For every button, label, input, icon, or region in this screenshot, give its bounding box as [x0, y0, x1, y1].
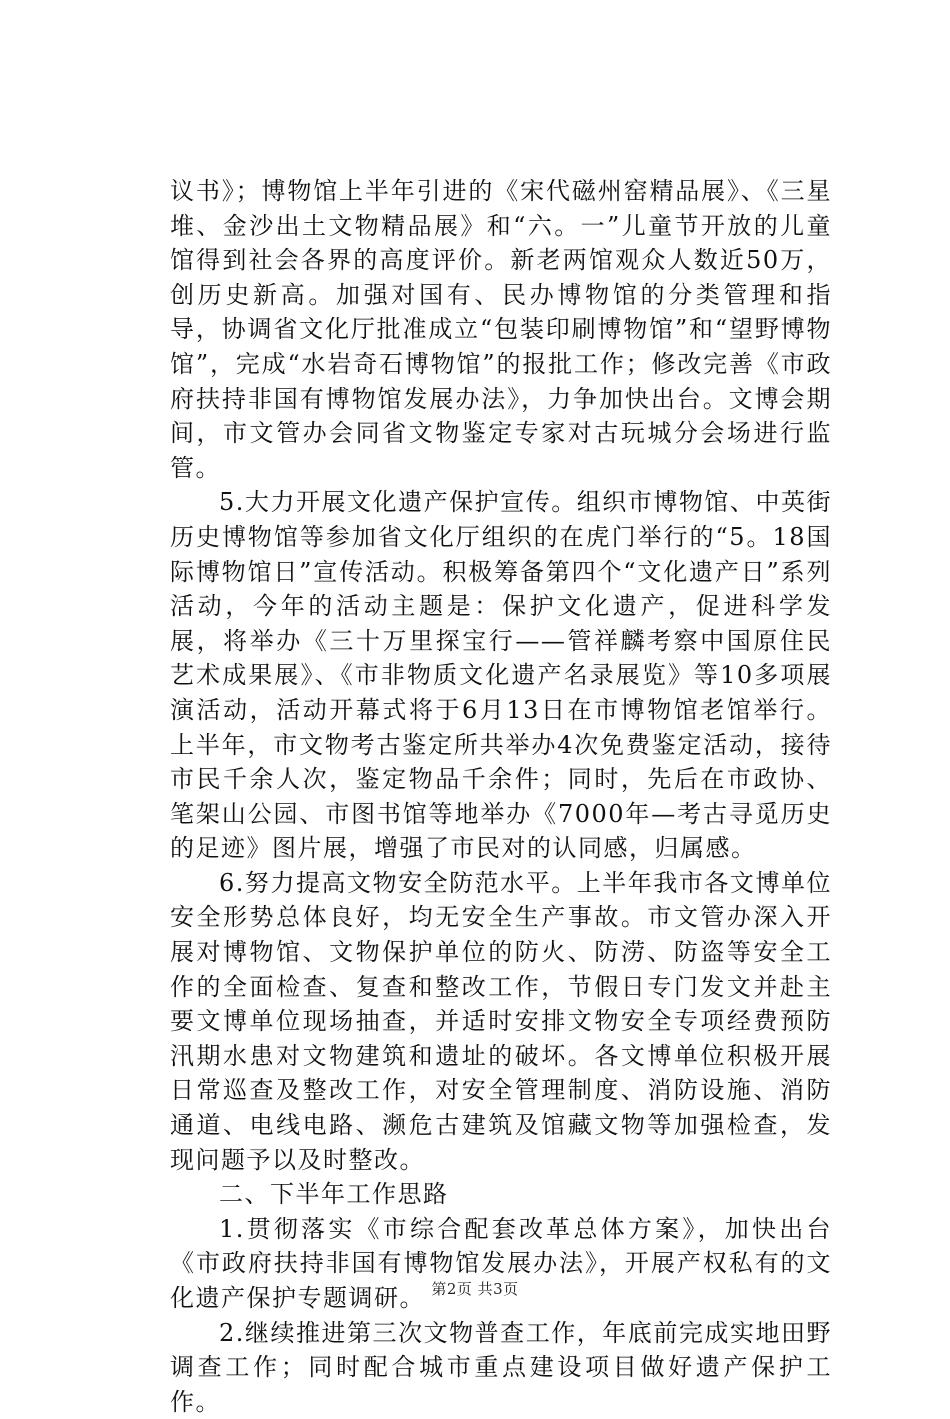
paragraph-4: 1.贯彻落实《市综合配套改革总体方案》，加快出台《市政府扶持非国有博物馆发展办法》，开展产权私有的文化遗产保护专题调研。	[170, 1214, 832, 1312]
paragraph-5: 2.继续推进第三次文物普查工作，年底前完成实地田野调查工作；同时配合城市重点建设项目做好遗产保护工作。	[170, 1318, 832, 1416]
page-number-footer: 第2页 共3页	[431, 1280, 519, 1298]
document-body	[170, 174, 832, 1419]
paragraph-1: 议书》；博物馆上半年引进的《宋代磁州窑精品展》、《三星堆、金沙出土文物精品展》和“六。一”儿童节开放的儿童馆得到社会各界的高度评价。新老两馆观众人数近50万，创历史新高。加强对国有、民办博物馆的分类管理和指导，协调省文化厅批准成立“包装印刷博物馆”和“望野博物馆”，完成“水岩奇石博物馆”的报批工作；修改完善《市政府扶持非国有博物馆发展办法》，力争加快出台。文博会期间，市文管办会同省文物鉴定专家对古玩城分会场进行监管。	[170, 177, 832, 482]
paragraph-3: 6.努力提高文物安全防范水平。上半年我市各文博单位安全形势总体良好，均无安全生产事故。市文管办深入开展对博物馆、文物保护单位的防火、防涝、防盗等安全工作的全面检查、复查和整改工作，节假日专门发文并赴主要文博单位现场抽查，并适时安排文物安全专项经费预防汛期水患对文物建筑和遗址的破坏。各文博单位积极开展日常巡查及整改工作，对安全管理制度、消防设施、消防通道、电线电路、濒危古建筑及馆藏文物等加强检查，发现问题予以及时整改。	[170, 868, 832, 1174]
section-heading: 二、下半年工作思路	[219, 1180, 449, 1209]
paragraph-2: 5.大力开展文化遗产保护宣传。组织市博物馆、中英街历史博物馆等参加省文化厅组织的在虎门举行的“5。18国际博物馆日”宣传活动。积极筹备第四个“文化遗产日”系列活动，今年的活动主题是：保护文化遗产，促进科学发展，将举办《三十万里探宝行——管祥麟考察中国原住民艺术成果展》、《市非物质文化遗产名录展览》等10多项展演活动，活动开幕式将于6月13日在市博物馆老馆举行。上半年，市文物考古鉴定所共举办4次免费鉴定活动，接待市民千余人次，鉴定物品千余件；同时，先后在市政协、笔架山公园、市图书馆等地举办《7000年—考古寻觅历史的足迹》图片展，增强了市民对的认同感，归属感。	[170, 488, 832, 863]
